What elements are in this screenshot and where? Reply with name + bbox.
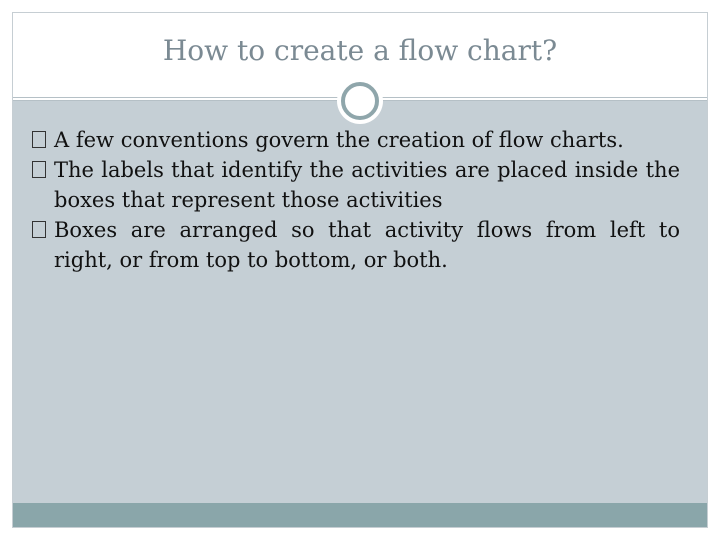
bullet-item — [32, 215, 680, 275]
bullet-text: Boxes are arranged so that activity flows from left to right, or from top to bottom, or both. — [54, 218, 680, 272]
missing-glyph-box-icon — [32, 221, 46, 238]
slide-title: How to create a flow chart? — [162, 34, 558, 67]
missing-glyph-box-icon — [32, 161, 46, 178]
missing-glyph-box-icon — [32, 131, 46, 148]
bullet-item — [32, 125, 680, 155]
bullet-text: The labels that identify the activities are placed inside the boxes that represent those activities — [54, 158, 680, 212]
bullet-text: A few conventions govern the creation of flow charts. — [54, 128, 624, 152]
bullet-list — [32, 125, 680, 275]
bullet-item — [32, 155, 680, 215]
footer-band — [13, 503, 707, 527]
ornament-circle-icon — [341, 82, 379, 120]
